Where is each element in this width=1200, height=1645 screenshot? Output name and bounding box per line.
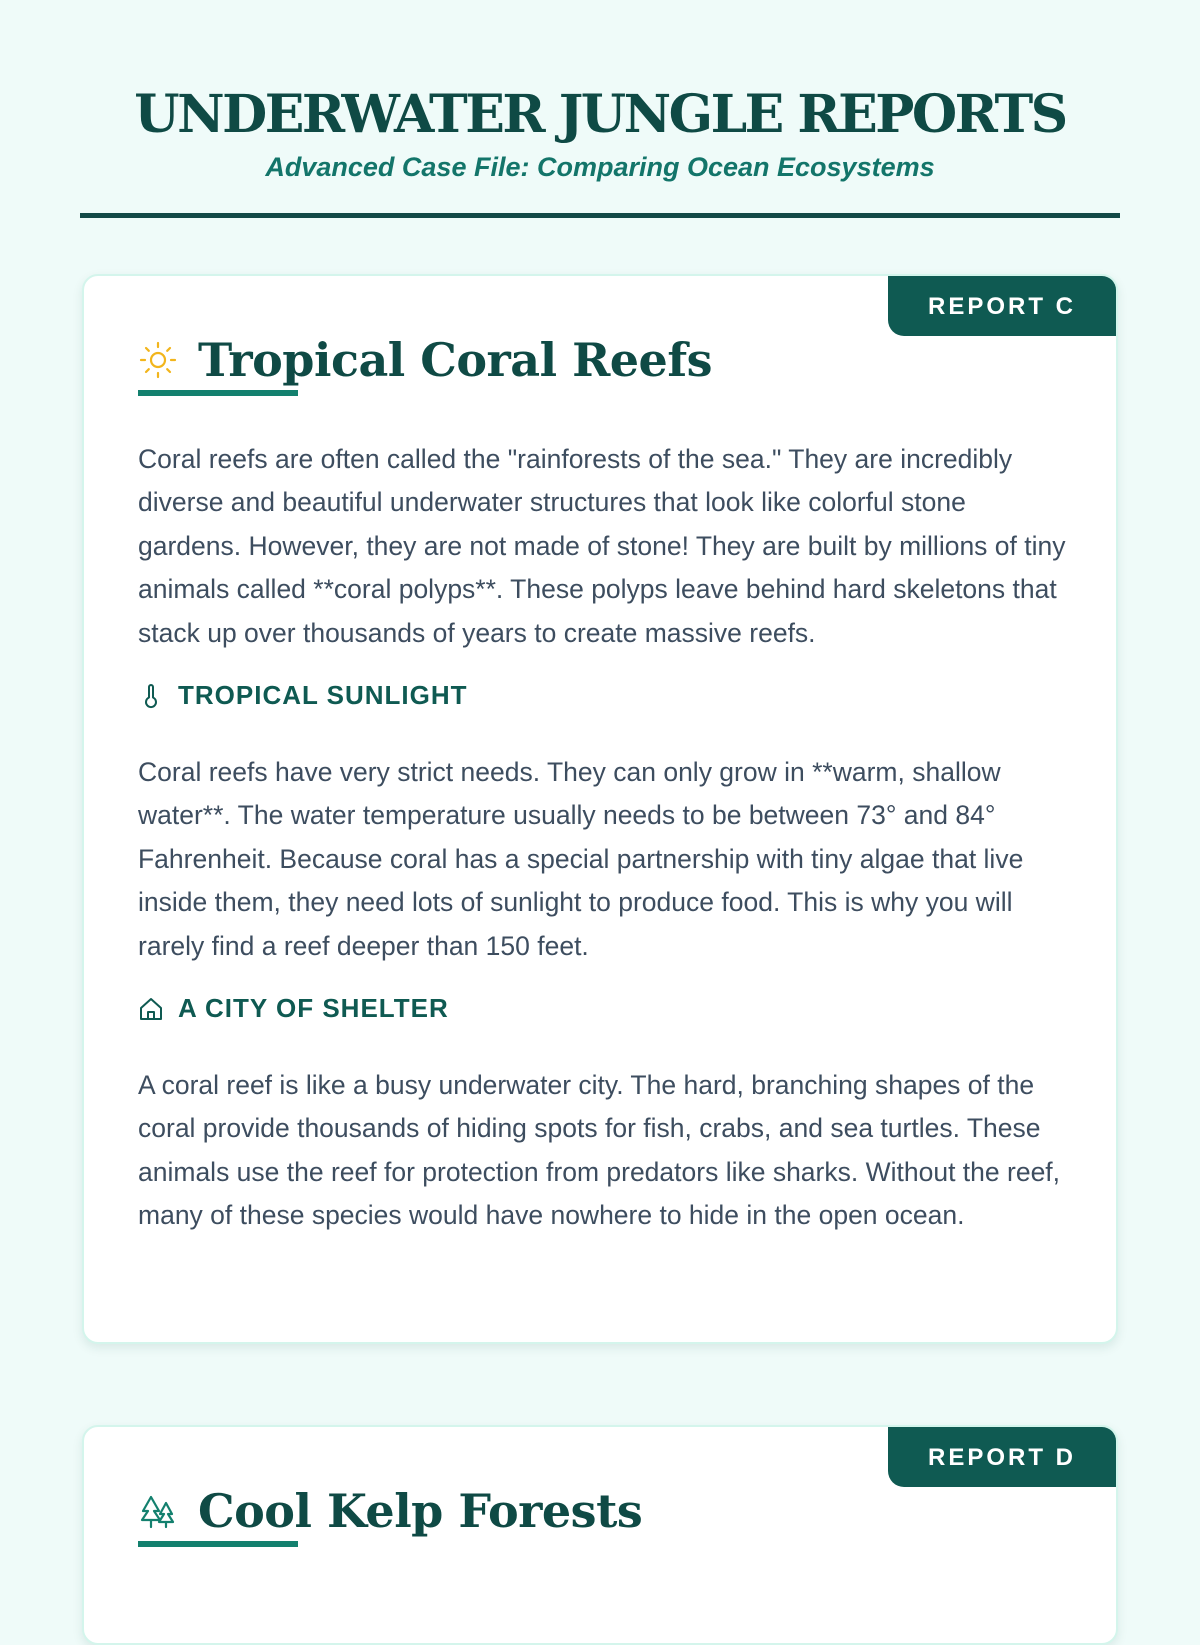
card-title: Cool Kelp Forests: [198, 1484, 643, 1538]
home-icon: [138, 996, 164, 1022]
report-card-coral-reefs: [82, 274, 1118, 1344]
section-heading-city-of-shelter: [138, 993, 449, 1024]
page-title: UNDERWATER JUNGLE REPORTS: [134, 84, 1066, 145]
section-paragraph: A coral reef is like a busy underwater city. The hard, branching shapes of the coral provide thousands of hiding spots for fish, crabs, and sea turtles. These animals use the reef for protection from predators like sharks. Without the reef, many of these species would have nowhere to hide in the open ocean.: [138, 1070, 1061, 1231]
section-heading-tropical-sunlight: [138, 680, 468, 711]
report-card-kelp-forests: [82, 1425, 1118, 1645]
trees-icon: [138, 1491, 178, 1531]
intro-paragraph: Coral reefs are often called the "rainforests of the sea." They are incredibly diverse and beautiful underwater structures that look like colorful stone gardens. However, they are not made of stone! They are built by millions of tiny animals called **coral polyps**. These polyps leave behind hard skeletons that stack up over thousands of years to create massive reefs.: [138, 444, 1066, 648]
sun-icon: [138, 340, 178, 380]
page-subtitle: Advanced Case File: Comparing Ocean Ecosystems: [265, 152, 935, 182]
card-title-row: [138, 1483, 642, 1539]
section-heading-label: TROPICAL SUNLIGHT: [178, 680, 468, 710]
title-underline: [138, 1541, 298, 1547]
title-underline: [138, 390, 298, 396]
header-divider: [80, 213, 1120, 218]
card-title: Tropical Coral Reefs: [198, 333, 713, 387]
section-paragraph: Coral reefs have very strict needs. They can only grow in **warm, shallow water**. The water temperature usually needs to be between 73° and 84° Fahrenheit. Because coral has a special partnership with tiny algae that live inside them, they need lots of sunlight to produce food. This is why you will rarely find a reef deeper than 150 feet.: [138, 757, 1024, 961]
report-badge: REPORT C: [888, 276, 1116, 336]
page-header: [0, 0, 1200, 184]
thermometer-icon: [138, 683, 164, 709]
section-heading-label: A CITY OF SHELTER: [178, 993, 449, 1023]
report-badge: REPORT D: [888, 1427, 1116, 1487]
card-title-row: [138, 332, 712, 388]
